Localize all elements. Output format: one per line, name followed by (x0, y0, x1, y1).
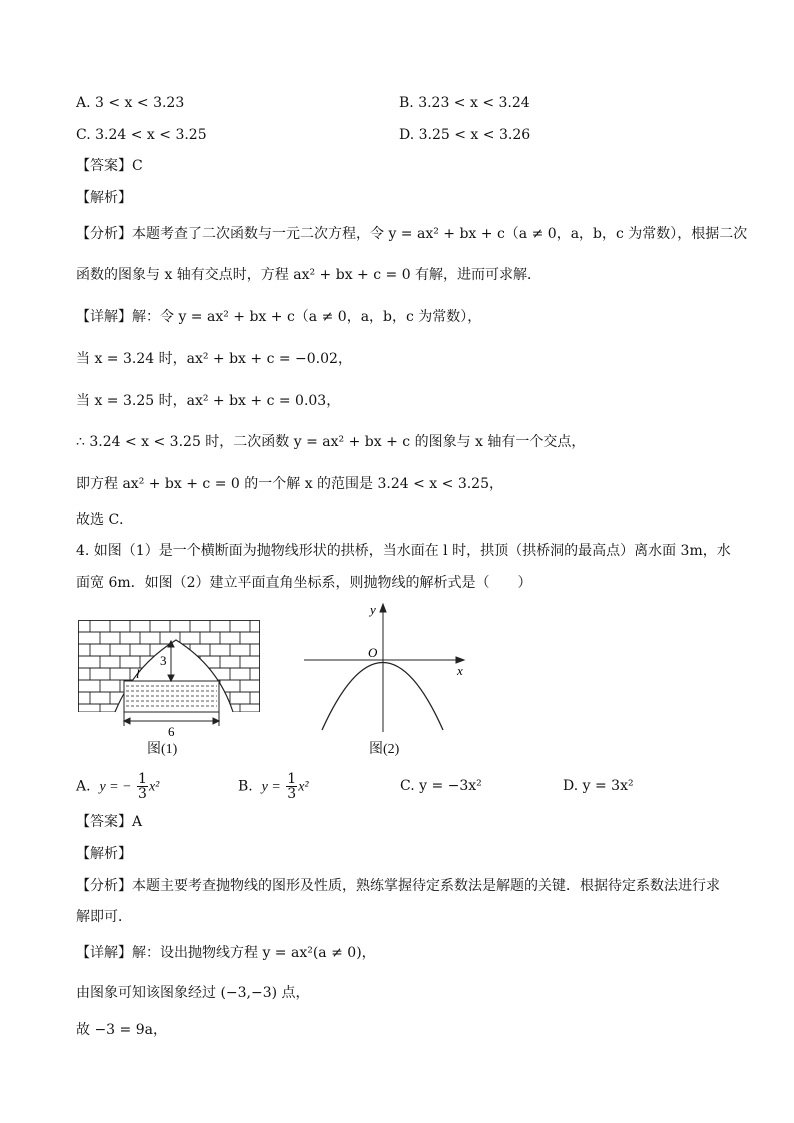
origin-label: O (368, 645, 378, 660)
q3-option-c: C. 3.24 < x < 3.25 (76, 127, 207, 143)
q3-option-d: D. 3.25 < x < 3.26 (399, 127, 531, 143)
q3-fenxi-line-1: 【分析】本题考查了二次函数与一元二次方程，令 y = ax² + bx + c（a ≠ 0，a，b，c 为常数），根据二次 (76, 226, 748, 242)
q4-option-a-denominator: 3 (138, 786, 147, 802)
height-label: 3 (160, 653, 167, 668)
q3-xiangjie-line-5: 即方程 ax² + bx + c = 0 的一个解 x 的范围是 3.24 < x < 3.25， (76, 476, 503, 492)
q3-analysis-label: 【解析】 (76, 190, 132, 206)
q4-xiangjie-line-3: 故 −3 = 9a， (76, 1022, 167, 1038)
q4-option-b-prefix: B. (238, 778, 253, 795)
x-axis-label: x (457, 663, 463, 678)
q4-option-a (76, 772, 159, 801)
q3-xiangjie-line-2: 当 x = 3.24 时，ax² + bx + c = −0.02， (76, 351, 352, 367)
q4-option-b-fraction (286, 772, 297, 801)
q4-option-a-prefix: A. (76, 778, 91, 795)
figure-2-caption: 图(2) (369, 742, 400, 757)
q3-xiangjie-line-1: 【详解】解：令 y = ax² + bx + c（a ≠ 0，a，b，c 为常数）， (76, 309, 482, 325)
q4-fenxi-line-2: 解即可． (76, 909, 132, 925)
q4-option-d: D. y = 3x² (563, 778, 634, 794)
q3-xiangjie-line-6: 故选 C． (76, 512, 134, 528)
q3-option-b: B. 3.23 < x < 3.24 (399, 95, 530, 111)
q4-option-b-rhs: x² (298, 779, 309, 795)
y-axis-label: y (370, 602, 376, 617)
q4-option-a-rhs: x² (148, 779, 160, 795)
q4-xiangjie-line-1: 【详解】解：设出抛物线方程 y = ax²(a ≠ 0)， (76, 945, 376, 961)
q3-fenxi-line-2: 函数的图象与 x 轴有交点时，方程 ax² + bx + c = 0 有解，进而可求解． (76, 267, 542, 283)
q4-option-c: C. y = −3x² (400, 778, 482, 794)
figure-1-caption: 图(1) (147, 742, 178, 757)
q4-xiangjie-line-2: 由图象可知该图象经过 (−3,−3) 点， (76, 985, 310, 1001)
q4-stem-line-1: 4. 如图（1）是一个横断面为抛物线形状的拱桥，当水面在 l 时，拱顶（拱桥洞的最高点）离水面 3m，水 (76, 543, 731, 559)
y-axis-arrow-icon (380, 604, 386, 612)
q4-option-b-denominator: 3 (287, 786, 297, 802)
q4-stem-line-2: 面宽 6m．如图（2）建立平面直角坐标系，则抛物线的解析式是（ ） (76, 575, 532, 591)
q3-option-a: A. 3 < x < 3.23 (76, 95, 185, 111)
q3-xiangjie-line-4: ∴ 3.24 < x < 3.25 时，二次函数 y = ax² + bx + c 的图象与 x 轴有一个交点， (76, 434, 586, 450)
q4-option-b-lhs: y = (261, 779, 281, 795)
q4-option-a-fraction (137, 772, 148, 801)
figure-2-parabola-plot (300, 600, 472, 734)
q3-xiangjie-line-3: 当 x = 3.25 时，ax² + bx + c = 0.03， (76, 393, 341, 409)
figure-1-arch-bridge (78, 620, 260, 740)
q4-option-b (238, 772, 309, 801)
q4-fenxi-line-1: 【分析】本题主要考查抛物线的图形及性质，熟练掌握待定系数法是解题的关键．根据待定系数法进行求 (76, 878, 720, 894)
height-arrow (168, 641, 174, 681)
q4-option-a-lhs: y = − (99, 779, 132, 795)
q4-answer: 【答案】A (76, 814, 143, 830)
q4-option-b-numerator: 1 (287, 771, 297, 787)
q4-analysis-label: 【解析】 (76, 846, 132, 862)
width-label: 6 (168, 724, 175, 739)
q4-option-a-numerator: 1 (138, 771, 147, 787)
q3-answer: 【答案】C (76, 158, 143, 174)
water-level-label: l (136, 666, 140, 681)
